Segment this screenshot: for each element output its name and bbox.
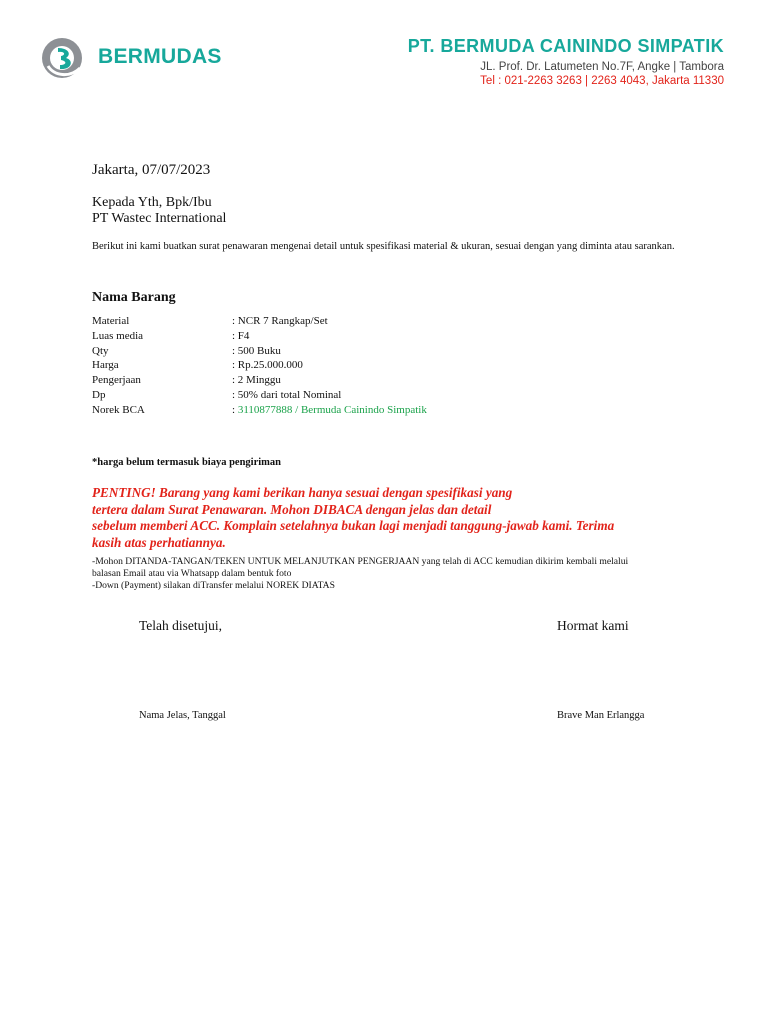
spec-row-bank-account: [92, 403, 427, 418]
spec-row-qty: [92, 344, 427, 359]
important-line: sebelum memberi ACC. Komplain setelahnya bukan lagi menjadi tanggung-jawab kami. Terima: [92, 518, 615, 533]
company-header: [408, 36, 724, 87]
company-name: PT. BERMUDA CAININDO SIMPATIK: [407, 36, 724, 56]
spec-row-media: [92, 329, 427, 344]
spec-row-material: [92, 314, 427, 329]
spec-value: [232, 403, 427, 418]
spec-value: : F4: [232, 329, 250, 342]
important-line: kasih atas perhatiannya.: [92, 534, 226, 550]
approved-label: Telah disetujui,: [139, 618, 223, 633]
signer-name: Brave Man Erlangga: [557, 710, 645, 721]
spec-value-prefix: :: [232, 403, 238, 416]
bank-account-number: 3110877888 / Bermuda Cainindo Simpatik: [237, 403, 427, 416]
spec-value: : Rp.25.000.000: [232, 359, 303, 372]
spec-value: : 50% dari total Nominal: [232, 388, 342, 401]
important-notice: [92, 485, 692, 551]
spec-label: Qty: [92, 344, 109, 357]
bermudas-logo-icon: [40, 36, 92, 80]
regards-label: Hormat kami: [557, 618, 629, 633]
instruction-line: -Down (Payment) silakan diTransfer melalui NOREK DIATAS: [92, 580, 335, 592]
intro-paragraph: Berikut ini kami buatkan surat penawaran mengenai detail untuk spesifikasi material & ukuran, sesuai dengan yang diminta atau sarankan.: [92, 241, 675, 252]
spec-label: Material: [92, 315, 130, 327]
important-line: PENTING! Barang yang kami berikan hanya sesuai dengan spesifikasi yang: [92, 485, 513, 500]
company-phone: Tel : 021-2263 3263 | 2263 4043, Jakarta 11330: [480, 75, 724, 87]
spec-label: Dp: [92, 388, 106, 401]
spec-label: Pengerjaan: [92, 374, 141, 387]
spec-row-dp: [92, 388, 427, 403]
brand-name: BERMUDAS: [98, 45, 222, 68]
instruction-line: balasan Email atau via Whatsapp dalam bentuk foto: [92, 568, 292, 580]
spec-label: Luas media: [92, 329, 144, 342]
spec-value: : 2 Minggu: [232, 374, 281, 387]
spec-value: : NCR 7 Rangkap/Set: [232, 315, 328, 327]
shipping-note: *harga belum termasuk biaya pengiriman: [92, 457, 282, 468]
spec-label: Norek BCA: [92, 403, 145, 416]
recipient-line-2: PT Wastec International: [92, 211, 227, 226]
company-address: JL. Prof. Dr. Latumeten No.7F, Angke | Tambora: [480, 61, 724, 73]
spec-row-price: [92, 358, 427, 373]
approver-name-placeholder: Nama Jelas, Tanggal: [139, 710, 226, 721]
spec-label: Harga: [92, 359, 119, 372]
instructions: [92, 556, 692, 593]
important-line: tertera dalam Surat Penawaran. Mohon DIBACA dengan jelas dan detail: [92, 501, 492, 517]
item-title: Nama Barang: [92, 290, 176, 305]
letter-date: Jakarta, 07/07/2023: [92, 162, 211, 178]
instruction-line: -Mohon DITANDA-TANGAN/TEKEN UNTUK MELANJUTKAN PENGERJAAN yang telah di ACC kemudian dikirim kembali melalui: [92, 556, 629, 567]
recipient-line-1: Kepada Yth, Bpk/Ibu: [92, 195, 212, 210]
spec-row-duration: [92, 373, 427, 388]
spec-value: : 500 Buku: [232, 344, 281, 357]
spec-list: [92, 314, 427, 418]
